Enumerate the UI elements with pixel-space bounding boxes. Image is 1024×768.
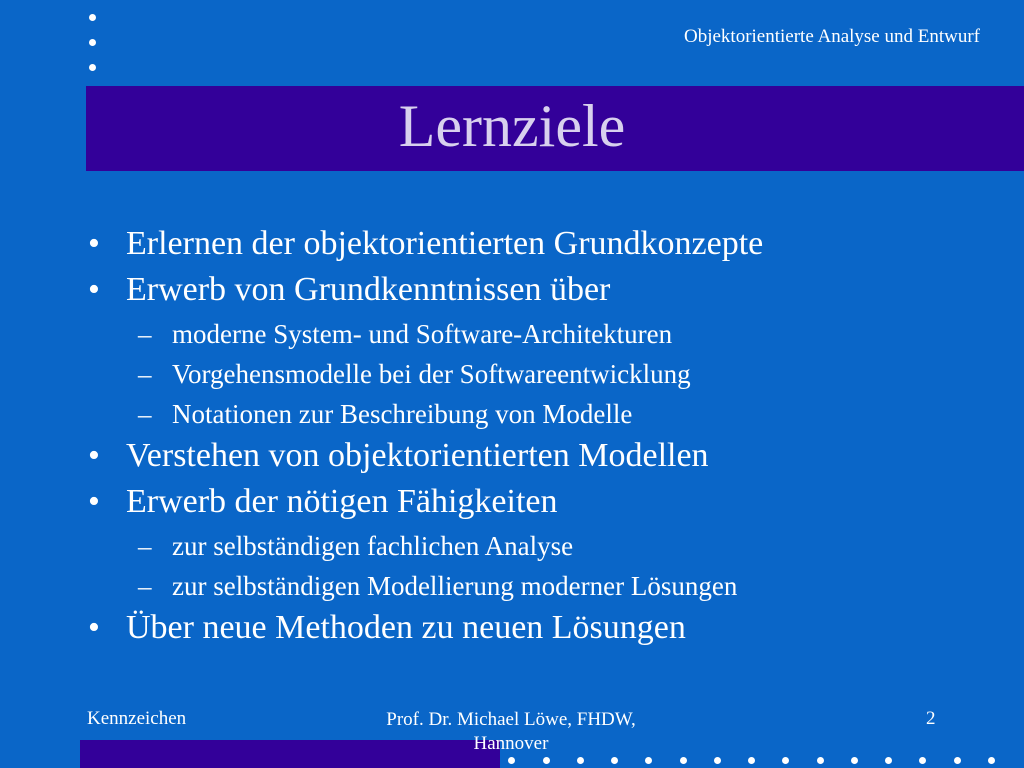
sub-list-item-text: Vorgehensmodelle bei der Softwareentwicklung — [172, 359, 691, 389]
slide-title: Lernziele — [398, 93, 626, 159]
dash-icon: – — [138, 571, 152, 601]
decorative-dot — [851, 757, 858, 764]
decorative-dot — [782, 757, 789, 764]
footer-author: Prof. Dr. Michael Löwe, FHDW, Hannover — [386, 709, 636, 754]
decorative-dot — [885, 757, 892, 764]
sub-list-item-text: Notationen zur Beschreibung von Modelle — [172, 399, 633, 429]
bullet-icon: • — [88, 437, 100, 474]
bullet-icon: • — [88, 483, 100, 520]
decorative-dot — [89, 39, 96, 46]
list-item-text: Über neue Methoden zu neuen Lösungen — [126, 609, 686, 646]
bullet-icon: • — [88, 609, 100, 646]
sub-list-item-text: zur selbständigen fachlichen Analyse — [172, 531, 574, 561]
list-item — [84, 608, 984, 654]
page-number: 2 — [926, 708, 936, 729]
list-item — [84, 224, 984, 270]
sub-list-item — [84, 528, 984, 568]
decorative-dot — [714, 757, 721, 764]
decorative-dot — [748, 757, 755, 764]
sub-list-item — [84, 356, 984, 396]
sub-list-item-text: zur selbständigen Modellierung moderner Lösungen — [172, 571, 738, 601]
dash-icon: – — [138, 319, 152, 349]
sub-list-item-text: moderne System- und Software-Architekturen — [172, 319, 673, 349]
dash-icon: – — [138, 359, 152, 389]
sub-list-item — [84, 568, 984, 608]
decorative-dot — [543, 757, 550, 764]
list-item-text: Erlernen der objektorientierten Grundkonzepte — [126, 225, 764, 262]
decorative-dot — [577, 757, 584, 764]
bullet-icon: • — [88, 271, 100, 308]
decorative-dot — [89, 14, 96, 21]
decorative-dot — [988, 757, 995, 764]
decorative-dot — [89, 64, 96, 71]
course-title: Objektorientierte Analyse und Entwurf — [683, 26, 980, 47]
decorative-dot — [954, 757, 961, 764]
sub-list-item — [84, 396, 984, 436]
list-item-text: Verstehen von objektorientierten Modellen — [126, 437, 709, 474]
list-item — [84, 436, 984, 482]
decorative-dot — [680, 757, 687, 764]
list-item — [84, 270, 984, 316]
sub-list-item — [84, 316, 984, 356]
list-item — [84, 482, 984, 528]
dash-icon: – — [138, 399, 152, 429]
decorative-dot — [645, 757, 652, 764]
decorative-dot — [817, 757, 824, 764]
decorative-dot — [508, 757, 515, 764]
decorative-dot — [919, 757, 926, 764]
bullet-icon: • — [88, 225, 100, 262]
decorative-dot — [611, 757, 618, 764]
list-item-text: Erwerb der nötigen Fähigkeiten — [126, 483, 558, 520]
footer-left-text: Kennzeichen — [87, 708, 187, 729]
list-item-text: Erwerb von Grundkenntnissen über — [126, 271, 611, 308]
bullet-list — [84, 224, 984, 654]
dash-icon: – — [138, 531, 152, 561]
